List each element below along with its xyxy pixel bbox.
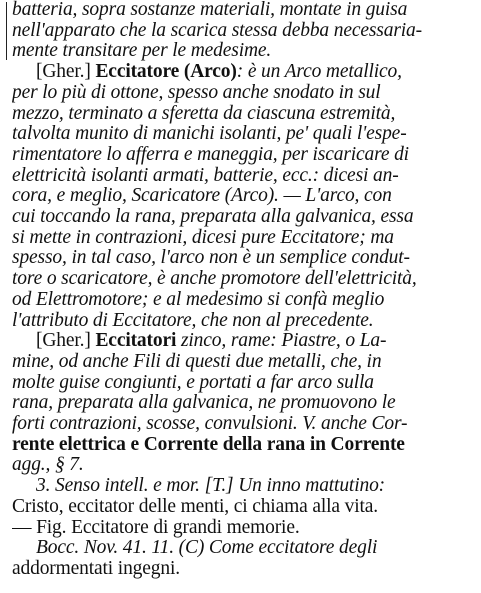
sense-zinco-rame — [12, 331, 473, 476]
text-line: 3. Senso intell. e mor. [T.] Un inno mattutino: — [36, 476, 386, 497]
text-line: spesso, in tal caso, l'arco non è un semplice condut- — [12, 248, 410, 269]
text-line: : è un Arco metallico, — [236, 62, 402, 83]
text-line: cora, e meglio, Scaricatore (Arco). — L'arco, con — [12, 186, 392, 207]
text-line: cui toccando la rana, preparata alla galvanica, essa — [12, 207, 414, 228]
text-line: rente elettrica e Corrente della rana in Corrente — [12, 434, 405, 455]
citation — [12, 538, 473, 579]
text-line: forti contrazioni, scosse, convulsioni. V. anche Cor- — [12, 414, 408, 435]
text-line: nell'apparato che la scarica stessa debba necessaria- — [12, 20, 422, 41]
sense-arco — [12, 62, 473, 331]
text-line: molte guise congiunti, e portati a far arco sulla — [12, 372, 374, 393]
text-line: per lo più di ottone, spesso anche snodato in sul — [12, 82, 381, 103]
source-tag: [Gher.] — [36, 62, 91, 83]
text-line: mente transitare per le medesime. — [12, 41, 272, 62]
headword: Eccitatori — [95, 331, 177, 352]
text-line: elettricità isolanti armati, batterie, ecc.: dicesi an- — [12, 165, 399, 186]
source-tag: [Gher.] — [36, 331, 91, 352]
text-line: — Fig. Eccitatore di grandi memorie. — [12, 517, 300, 538]
headword: Eccitatore (Arco) — [95, 62, 237, 83]
text-line: tore o scaricatore, è anche promotore dell'elettricità, — [12, 269, 417, 290]
entry-continuation — [12, 0, 473, 62]
text-line: Cristo, eccitator delle menti, ci chiama alla vita. — [12, 496, 378, 517]
text-line: rana, preparata alla galvanica, ne promuovono le — [12, 393, 396, 414]
text-line: od Elettromotore; e al medesimo si confà meglio — [12, 289, 385, 310]
text-line: si mette in contrazioni, dicesi pure Eccitatore; ma — [12, 227, 394, 248]
text-line: addormentati ingegni. — [12, 558, 180, 579]
sense-3 — [12, 476, 473, 538]
text-line: rimentatore lo afferra e maneggia, per iscaricare di — [12, 144, 409, 165]
text-line: talvolta munito di manichi isolanti, pe' quali l'espe- — [12, 124, 407, 145]
text-line: Bocc. Nov. 41. 11. (C) Come eccitatore degli — [36, 538, 378, 559]
text-line: agg., § 7. — [12, 455, 84, 476]
margin-rule — [6, 2, 7, 60]
text-line: zinco, rame: Piastre, o La- — [176, 331, 387, 352]
text-line: l'attributo di Eccitatore, che non al precedente. — [12, 310, 374, 331]
text-line: batteria, sopra sostanze materiali, montate in guisa — [12, 0, 408, 20]
text-line: mezzo, terminato a sferetta da ciascuna estremità, — [12, 103, 396, 124]
text-line: mine, od anche Fili di questi due metalli, che, in — [12, 351, 382, 372]
